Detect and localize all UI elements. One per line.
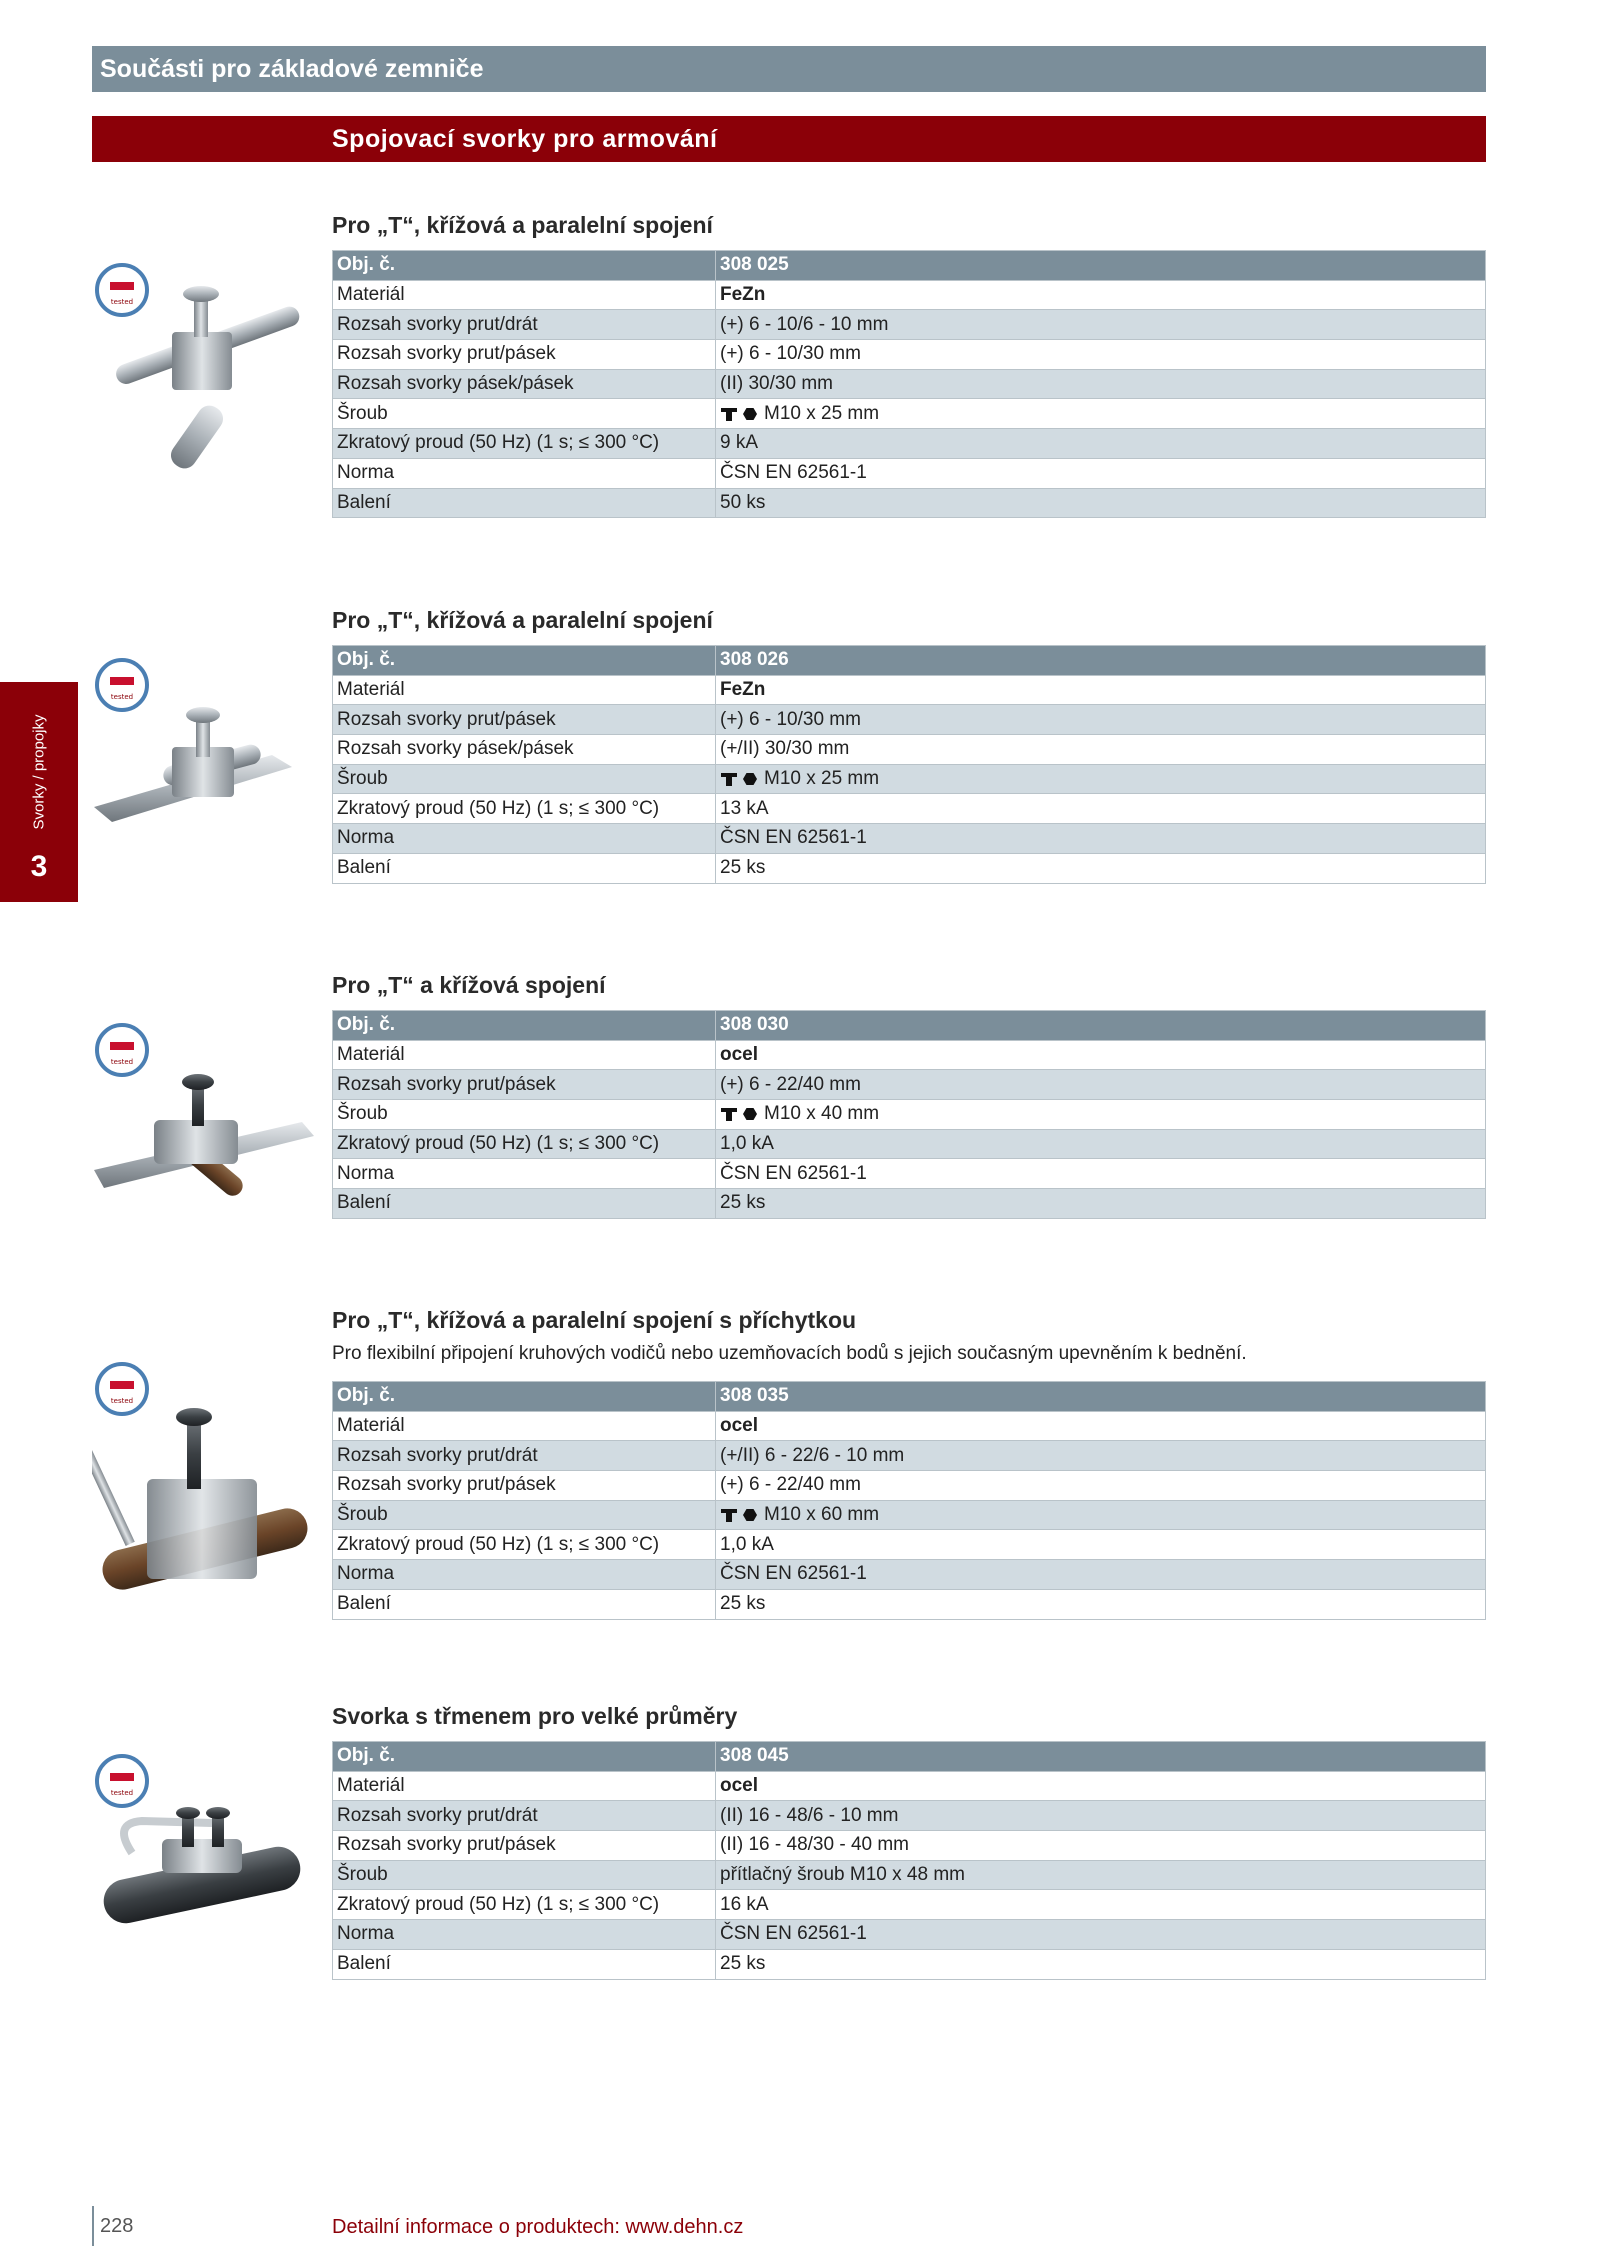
screw-label: Šroub bbox=[333, 399, 716, 429]
range-bar-strip-label: Rozsah svorky prut/pásek bbox=[333, 1831, 716, 1861]
material-value: ocel bbox=[716, 1040, 1486, 1070]
obj-label: Obj. č. bbox=[333, 646, 716, 676]
packaging-value: 25 ks bbox=[716, 1189, 1486, 1219]
material-label: Materiál bbox=[333, 280, 716, 310]
product-image-308035 bbox=[92, 1359, 322, 1609]
svg-text:tested: tested bbox=[110, 1789, 134, 1797]
obj-value: 308 030 bbox=[716, 1011, 1486, 1041]
range-bar-wire-value: (+) 6 - 10/6 - 10 mm bbox=[716, 310, 1486, 340]
packaging-label: Balení bbox=[333, 1189, 716, 1219]
short-circuit-label: Zkratový proud (50 Hz) (1 s; ≤ 300 °C) bbox=[333, 1890, 716, 1920]
screw-hex-icon bbox=[720, 1106, 758, 1122]
screw-cell bbox=[716, 399, 1486, 429]
tested-badge-icon bbox=[97, 1756, 147, 1806]
range-strip-strip-value: (+/II) 30/30 mm bbox=[716, 735, 1486, 765]
short-circuit-value: 9 kA bbox=[716, 429, 1486, 459]
spec-table bbox=[332, 1381, 1486, 1620]
short-circuit-value: 1,0 kA bbox=[716, 1530, 1486, 1560]
page-number: 228 bbox=[92, 2206, 133, 2246]
packaging-label: Balení bbox=[333, 1589, 716, 1619]
product-info-link[interactable]: Detailní informace o produktech: www.dehn.cz bbox=[332, 2216, 744, 2238]
obj-value: 308 045 bbox=[716, 1742, 1486, 1772]
range-bar-strip-label: Rozsah svorky prut/pásek bbox=[333, 1471, 716, 1501]
screw-label: Šroub bbox=[333, 1100, 716, 1130]
product-title: Svorka s třmenem pro velké průměry bbox=[332, 1703, 738, 1729]
packaging-label: Balení bbox=[333, 488, 716, 518]
material-value: ocel bbox=[716, 1771, 1486, 1801]
product-title: Pro „T“, křížová a paralelní spojení bbox=[332, 212, 713, 238]
range-bar-strip-value: (+) 6 - 10/30 mm bbox=[716, 705, 1486, 735]
chapter-side-tab bbox=[0, 682, 78, 902]
obj-value: 308 025 bbox=[716, 251, 1486, 281]
range-bar-wire-label: Rozsah svorky prut/drát bbox=[333, 1801, 716, 1831]
product-title: Pro „T“ a křížová spojení bbox=[332, 972, 606, 998]
short-circuit-value: 13 kA bbox=[716, 794, 1486, 824]
packaging-value: 25 ks bbox=[716, 853, 1486, 883]
range-bar-strip-label: Rozsah svorky prut/pásek bbox=[333, 1070, 716, 1100]
chapter-side-number: 3 bbox=[30, 850, 48, 883]
material-value: ocel bbox=[716, 1411, 1486, 1441]
range-strip-strip-value: (II) 30/30 mm bbox=[716, 369, 1486, 399]
material-label: Materiál bbox=[333, 1771, 716, 1801]
range-bar-strip-value: (II) 16 - 48/30 - 40 mm bbox=[716, 1831, 1486, 1861]
packaging-label: Balení bbox=[333, 1949, 716, 1979]
product-title: Pro „T“, křížová a paralelní spojení s příchytkou bbox=[332, 1307, 857, 1333]
obj-label: Obj. č. bbox=[333, 1742, 716, 1772]
obj-label: Obj. č. bbox=[333, 1382, 716, 1412]
screw-label: Šroub bbox=[333, 1500, 716, 1530]
range-bar-strip-value: (+) 6 - 22/40 mm bbox=[716, 1471, 1486, 1501]
short-circuit-value: 16 kA bbox=[716, 1890, 1486, 1920]
range-bar-strip-label: Rozsah svorky prut/pásek bbox=[333, 340, 716, 370]
svg-text:tested: tested bbox=[110, 1397, 134, 1405]
subcategory-header: Spojovací svorky pro armování bbox=[92, 116, 1486, 162]
obj-label: Obj. č. bbox=[333, 251, 716, 281]
standard-value: ČSN EN 62561-1 bbox=[716, 1560, 1486, 1590]
screw-value: M10 x 60 mm bbox=[764, 1504, 880, 1526]
svg-text:tested: tested bbox=[110, 693, 134, 701]
svg-text:tested: tested bbox=[110, 298, 134, 306]
packaging-label: Balení bbox=[333, 853, 716, 883]
tested-badge-icon bbox=[97, 1025, 147, 1075]
screw-value: M10 x 40 mm bbox=[764, 1103, 880, 1125]
standard-label: Norma bbox=[333, 1920, 716, 1950]
range-bar-strip-value: (+) 6 - 22/40 mm bbox=[716, 1070, 1486, 1100]
screw-cell bbox=[716, 1500, 1486, 1530]
product-image-308025 bbox=[92, 252, 322, 472]
spec-table bbox=[332, 1741, 1486, 1980]
standard-value: ČSN EN 62561-1 bbox=[716, 1159, 1486, 1189]
material-label: Materiál bbox=[333, 675, 716, 705]
screw-label: Šroub bbox=[333, 1860, 716, 1890]
standard-label: Norma bbox=[333, 1560, 716, 1590]
category-header: Součásti pro základové zemniče bbox=[92, 46, 1486, 92]
standard-value: ČSN EN 62561-1 bbox=[716, 1920, 1486, 1950]
packaging-value: 50 ks bbox=[716, 488, 1486, 518]
material-label: Materiál bbox=[333, 1040, 716, 1070]
obj-label: Obj. č. bbox=[333, 1011, 716, 1041]
short-circuit-label: Zkratový proud (50 Hz) (1 s; ≤ 300 °C) bbox=[333, 1129, 716, 1159]
tested-badge-icon bbox=[97, 1364, 147, 1414]
product-image-308030 bbox=[92, 1012, 322, 1232]
screw-hex-icon bbox=[720, 1507, 758, 1523]
range-bar-strip-label: Rozsah svorky prut/pásek bbox=[333, 705, 716, 735]
spec-table bbox=[332, 250, 1486, 518]
short-circuit-label: Zkratový proud (50 Hz) (1 s; ≤ 300 °C) bbox=[333, 1530, 716, 1560]
packaging-value: 25 ks bbox=[716, 1589, 1486, 1619]
short-circuit-value: 1,0 kA bbox=[716, 1129, 1486, 1159]
spec-table bbox=[332, 645, 1486, 884]
standard-value: ČSN EN 62561-1 bbox=[716, 458, 1486, 488]
material-value: FeZn bbox=[716, 675, 1486, 705]
range-bar-wire-value: (II) 16 - 48/6 - 10 mm bbox=[716, 1801, 1486, 1831]
spec-table bbox=[332, 1010, 1486, 1219]
screw-label: Šroub bbox=[333, 764, 716, 794]
screw-value: přítlačný šroub M10 x 48 mm bbox=[716, 1860, 1486, 1890]
range-strip-strip-label: Rozsah svorky pásek/pásek bbox=[333, 735, 716, 765]
range-bar-strip-value: (+) 6 - 10/30 mm bbox=[716, 340, 1486, 370]
standard-label: Norma bbox=[333, 458, 716, 488]
obj-value: 308 035 bbox=[716, 1382, 1486, 1412]
screw-value: M10 x 25 mm bbox=[764, 402, 880, 424]
range-bar-wire-label: Rozsah svorky prut/drát bbox=[333, 310, 716, 340]
range-strip-strip-label: Rozsah svorky pásek/pásek bbox=[333, 369, 716, 399]
product-image-308026 bbox=[92, 647, 322, 867]
material-label: Materiál bbox=[333, 1411, 716, 1441]
chapter-side-label: Svorky / propojky bbox=[30, 714, 48, 830]
short-circuit-label: Zkratový proud (50 Hz) (1 s; ≤ 300 °C) bbox=[333, 794, 716, 824]
screw-cell bbox=[716, 764, 1486, 794]
product-description: Pro flexibilní připojení kruhových vodičů nebo uzemňovacích bodů s jejich současným upevněním k bednění. bbox=[332, 1343, 1247, 1364]
screw-value: M10 x 25 mm bbox=[764, 768, 880, 790]
product-title: Pro „T“, křížová a paralelní spojení bbox=[332, 607, 713, 633]
standard-value: ČSN EN 62561-1 bbox=[716, 824, 1486, 854]
range-bar-wire-label: Rozsah svorky prut/drát bbox=[333, 1441, 716, 1471]
screw-hex-icon bbox=[720, 406, 758, 422]
product-image-308045 bbox=[92, 1743, 322, 1963]
svg-text:tested: tested bbox=[110, 1058, 134, 1066]
material-value: FeZn bbox=[716, 280, 1486, 310]
obj-value: 308 026 bbox=[716, 646, 1486, 676]
packaging-value: 25 ks bbox=[716, 1949, 1486, 1979]
short-circuit-label: Zkratový proud (50 Hz) (1 s; ≤ 300 °C) bbox=[333, 429, 716, 459]
range-bar-wire-value: (+/II) 6 - 22/6 - 10 mm bbox=[716, 1441, 1486, 1471]
standard-label: Norma bbox=[333, 824, 716, 854]
tested-badge-icon bbox=[97, 265, 147, 315]
tested-badge-icon bbox=[97, 660, 147, 710]
screw-hex-icon bbox=[720, 771, 758, 787]
standard-label: Norma bbox=[333, 1159, 716, 1189]
screw-cell bbox=[716, 1100, 1486, 1130]
